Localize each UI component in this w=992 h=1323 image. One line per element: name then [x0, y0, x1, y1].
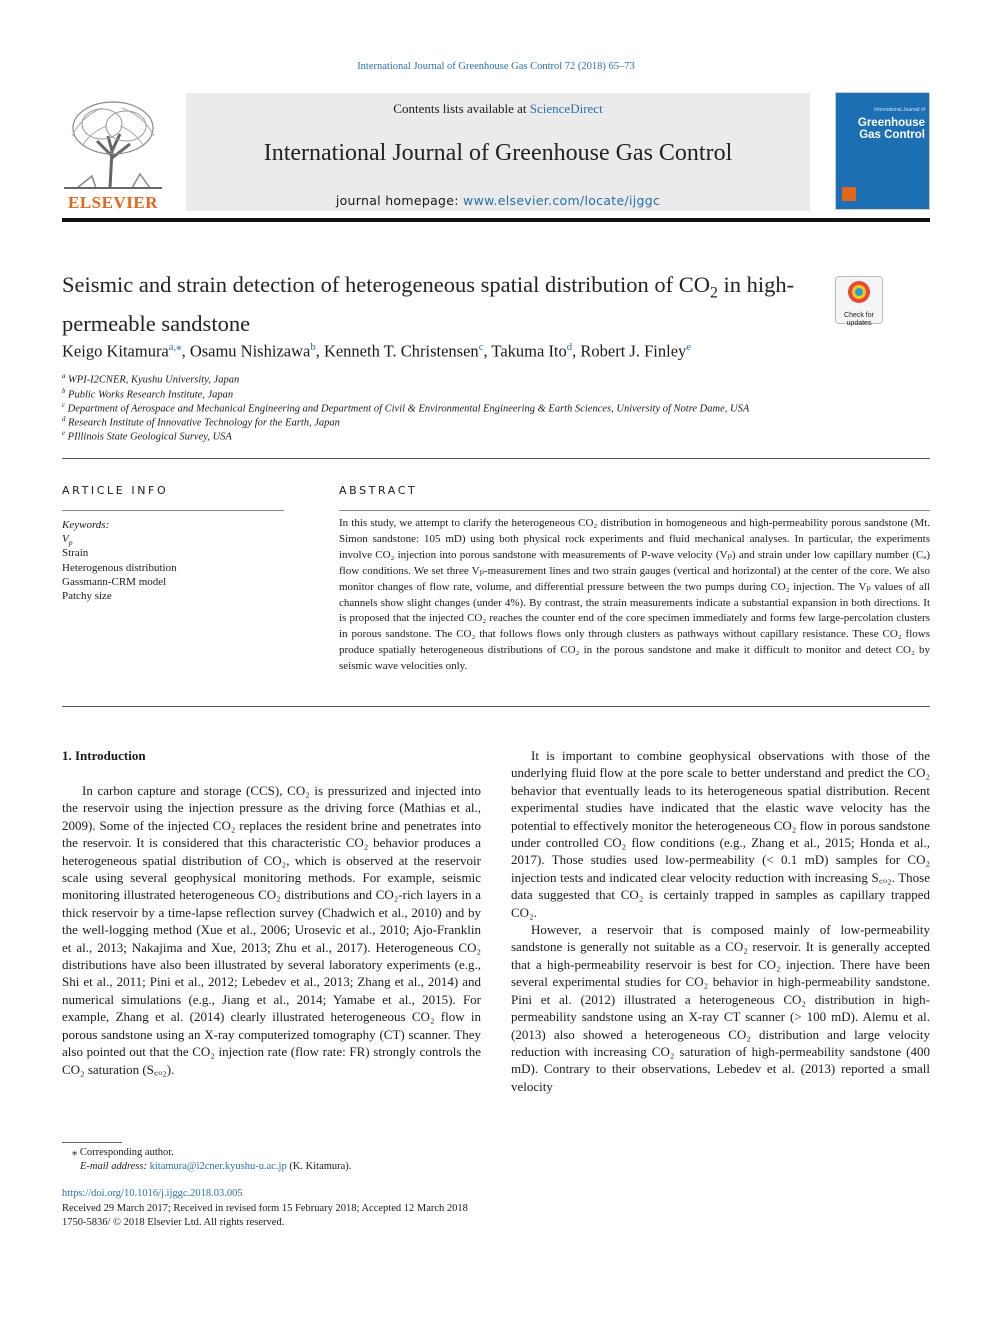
- affiliation-mark: c: [62, 402, 66, 409]
- received-dates: Received 29 March 2017; Received in revised form 15 February 2018; Accepted 12 March 2018: [62, 1203, 468, 1214]
- email-label: E-mail address:: [80, 1161, 150, 1172]
- intro-right-column: [511, 747, 930, 1095]
- email-link[interactable]: kitamura@i2cner.kyushu-u.ac.jp: [149, 1161, 287, 1172]
- affiliation-mark: d: [62, 416, 66, 423]
- doi-link[interactable]: https://doi.org/10.1016/j.ijggc.2018.03.005: [62, 1188, 243, 1199]
- affiliation-text: WPI-I2CNER, Kyushu University, Japan: [68, 374, 240, 386]
- keyword-vp: V: [62, 533, 69, 545]
- affiliation: [62, 373, 239, 386]
- author-affil-mark[interactable]: a,⁎: [168, 341, 182, 353]
- crossmark-icon: [836, 277, 882, 307]
- author-name[interactable]: Kenneth T. Christensen: [323, 341, 479, 361]
- homepage-link[interactable]: www.elsevier.com/locate/ijggc: [463, 193, 661, 208]
- journal-cover-thumbnail[interactable]: [835, 92, 930, 210]
- cover-small-text: International Journal of: [874, 107, 925, 113]
- divider: [62, 458, 930, 459]
- intro-paragraph: However, a reservoir that is composed mainly of low-permeability sandstone is generally not suitable as a CO₂ reservoir. It is generally accepted that a high-permeability reservoir is best for CO₂ injection. There have been several experimental studies for CO₂ behavior in high-permeability sandstone. Pini et al. (2012) illustrated a heterogeneous CO₂ distribution in high-permeability sandstone using an X-ray CT scanner (> 100 mD). Alemu et al. (2013) also showed a heterogeneous CO₂ distribution and large velocity reduction with increasing CO₂ saturation of high-permeability sandstone (400 mD). Contrary to their observations, Lebedev et al. (2013) reported a small velocity: [511, 922, 930, 1094]
- copyright: 1750-5836/ © 2018 Elsevier Ltd. All rights reserved.: [62, 1217, 285, 1228]
- affiliation: [62, 402, 749, 415]
- intro-paragraph: It is important to combine geophysical observations with those of the underlying fluid flow at the pore scale to better understand and predict the CO₂ behavior that eventually leads to its heterogeneous spatial distribution. Recent experimental studies have indicated that the elastic wave velocity has the potential to effectively monitor the heterogeneous CO₂ flow in porous sandstone under controlled CO₂ flow conditions (e.g., Zhang et al., 2015; Honda et al., 2017). Those studies used low-permeability (< 0.1 mD) samples for CO₂ injection tests and indicated clear velocity reduction with increasing S꜀ₒ₂. Those data suggested that CO₂ is certainly trapped in samples as capillary trapped CO₂.: [511, 748, 930, 920]
- abstract-text: In this study, we attempt to clarify the heterogeneous CO₂ distribution in homogeneous and high-permeability porous sandstone (Mt. Simon sandstone: 105 mD) using both physical rock experiments and fluid mechanical analyses. In particular, the experiments involve CO₂ injection into porous sandstone with measurements of P-wave velocity (Vₚ) and strain under low capillary number (Cₐ) flow conditions. We set three Vₚ-measurement lines and two strain gauges (vertical and horizontal) at the center of the core. We also monitor changes of flow rate, volume, and differential pressure between the two pumps during CO₂ injection. The Vₚ values of all channels show slight changes (under 4%). By contrast, the strain measurements indicate a substantial expansion in both directions. It is proposed that the injected CO₂ reaches the counter end of the core specimen immediately and forms few large-percolation clusters in porous sandstone. The CO₂ that follows flows only through clusters as pathways without capillary resistance. These CO₂ flows produce spatially heterogeneous distributions of CO₂ in the porous sandstone and make it difficult to monitor and detect CO₂ by seismic wave velocities only.: [339, 517, 930, 673]
- affiliation-text: PIllinois State Geological Survey, USA: [67, 431, 232, 443]
- article-title: [62, 270, 827, 339]
- affiliation: [62, 416, 340, 429]
- affiliation-text: Department of Aerospace and Mechanical Engineering and Department of Civil & Environmental Engineering & Earth Sciences, University of Notre Dame, USA: [67, 403, 750, 415]
- cover-logo-icon: [842, 187, 856, 201]
- keyword-item: Patchy size: [62, 590, 112, 602]
- divider: [62, 510, 284, 511]
- email-line: [80, 1161, 351, 1172]
- tree-icon: [62, 96, 164, 191]
- intro-paragraph: In carbon capture and storage (CCS), CO₂ is pressurized and injected into the reservoir using the injection pressure as the driving force (Mathias et al., 2009). Some of the injected CO₂ replaces the resident brine and penetrates into the reservoir. It is considered that this characteristic CO₂ behavior produces a heterogeneous spatial distribution of CO₂, which is observed at the reservoir scale using several geophysical monitoring methods. For example, seismic monitoring illustrated heterogeneous CO₂ distributions and CO₂-rich layers in a thick reservoir by a time-lapse reflection survey (Chadwich et al., 2010) and by the well-logging method (Xue et al., 2006; Urosevic et al., 2010; Ajo-Franklin et al., 2013; Nakajima and Xue, 2013; Zhu et al., 2017). Heterogeneous CO₂ distributions have also been illustrated by several laboratory experiments (e.g., Shi et al., 2011; Pini et al., 2012; Lebedev et al., 2013; Zhang et al., 2014) and numerical simulations (e.g., Jiang et al., 2014; Yamabe et al., 2015). For example, Zhang et al. (2014) clearly illustrated heterogeneous CO₂ flow in porous sandstone using an X-ray computerized tomography (CT) scanner. They also pointed out that the CO₂ injection rate (flow rate: FR) strongly controls the CO₂ saturation (S꜀ₒ₂).: [62, 783, 481, 1077]
- publisher-logo-text: ELSEVIER: [68, 193, 158, 212]
- author-name[interactable]: Osamu Nishizawa: [189, 341, 311, 361]
- journal-homepage: [186, 193, 810, 208]
- author-affil-mark[interactable]: d: [566, 341, 573, 353]
- title-part2: in high- permeable sandstone: [62, 272, 795, 336]
- author-affil-mark[interactable]: c: [478, 341, 484, 353]
- author-affil-mark[interactable]: e: [686, 341, 692, 353]
- author-affil-mark[interactable]: b: [310, 341, 316, 353]
- affiliation-mark: b: [62, 388, 66, 395]
- header-rule: [62, 218, 930, 222]
- affiliation-mark: e: [62, 430, 66, 437]
- footnote-rule: [62, 1142, 122, 1143]
- author-name[interactable]: Robert J. Finley: [580, 341, 687, 361]
- author-name[interactable]: Keigo Kitamura: [62, 341, 169, 361]
- author-list: Keigo Kitamura$^{a,⁎}$, Osamu Nishizawa$^b$, Kenneth T. Christensen$^c$, Takuma Ito$^d$, Robert J. Finley$^e$: [62, 341, 692, 361]
- crossmark-badge[interactable]: [835, 276, 883, 327]
- homepage-prefix: journal homepage:: [335, 193, 464, 208]
- intro-left-column: [62, 782, 481, 1078]
- abstract-heading: ABSTRACT: [339, 484, 418, 497]
- article-info-heading: ARTICLE INFO: [62, 484, 169, 497]
- cover-title: Greenhouse Gas Control: [857, 117, 925, 141]
- affiliation: [62, 388, 233, 401]
- affiliation: [62, 430, 232, 443]
- affiliation-text: Research Institute of Innovative Technology for the Earth, Japan: [68, 417, 340, 429]
- divider: [339, 510, 930, 511]
- corresponding-author-note: ⁎ Corresponding author.: [72, 1147, 174, 1158]
- keyword-item: Strain: [62, 547, 89, 559]
- keywords-label: Keywords:: [62, 519, 110, 531]
- contents-prefix: Contents lists available at: [393, 101, 530, 116]
- email-suffix: (K. Kitamura).: [286, 1161, 352, 1172]
- title-part1: Seismic and strain detection of heterogeneous spatial distribution of CO: [62, 272, 710, 297]
- affiliation-text: Public Works Research Institute, Japan: [68, 389, 234, 401]
- section-heading-introduction: 1. Introduction: [62, 748, 146, 763]
- crossmark-label: Check for updates: [844, 312, 874, 327]
- sciencedirect-link[interactable]: ScienceDirect: [529, 101, 603, 116]
- contents-line: [186, 101, 810, 117]
- author-name[interactable]: Takuma Ito: [491, 341, 567, 361]
- affiliation-mark: a: [62, 373, 66, 380]
- title-sub: 2: [710, 284, 718, 302]
- keyword-item: Heterogenous distribution: [62, 562, 177, 574]
- journal-reference[interactable]: International Journal of Greenhouse Gas Control 72 (2018) 65–73: [357, 61, 635, 72]
- divider: [62, 706, 930, 707]
- keyword-item: Gassmann-CRM model: [62, 576, 167, 588]
- keyword-vp-sub: p: [68, 538, 73, 548]
- journal-title: International Journal of Greenhouse Gas Control: [263, 140, 733, 166]
